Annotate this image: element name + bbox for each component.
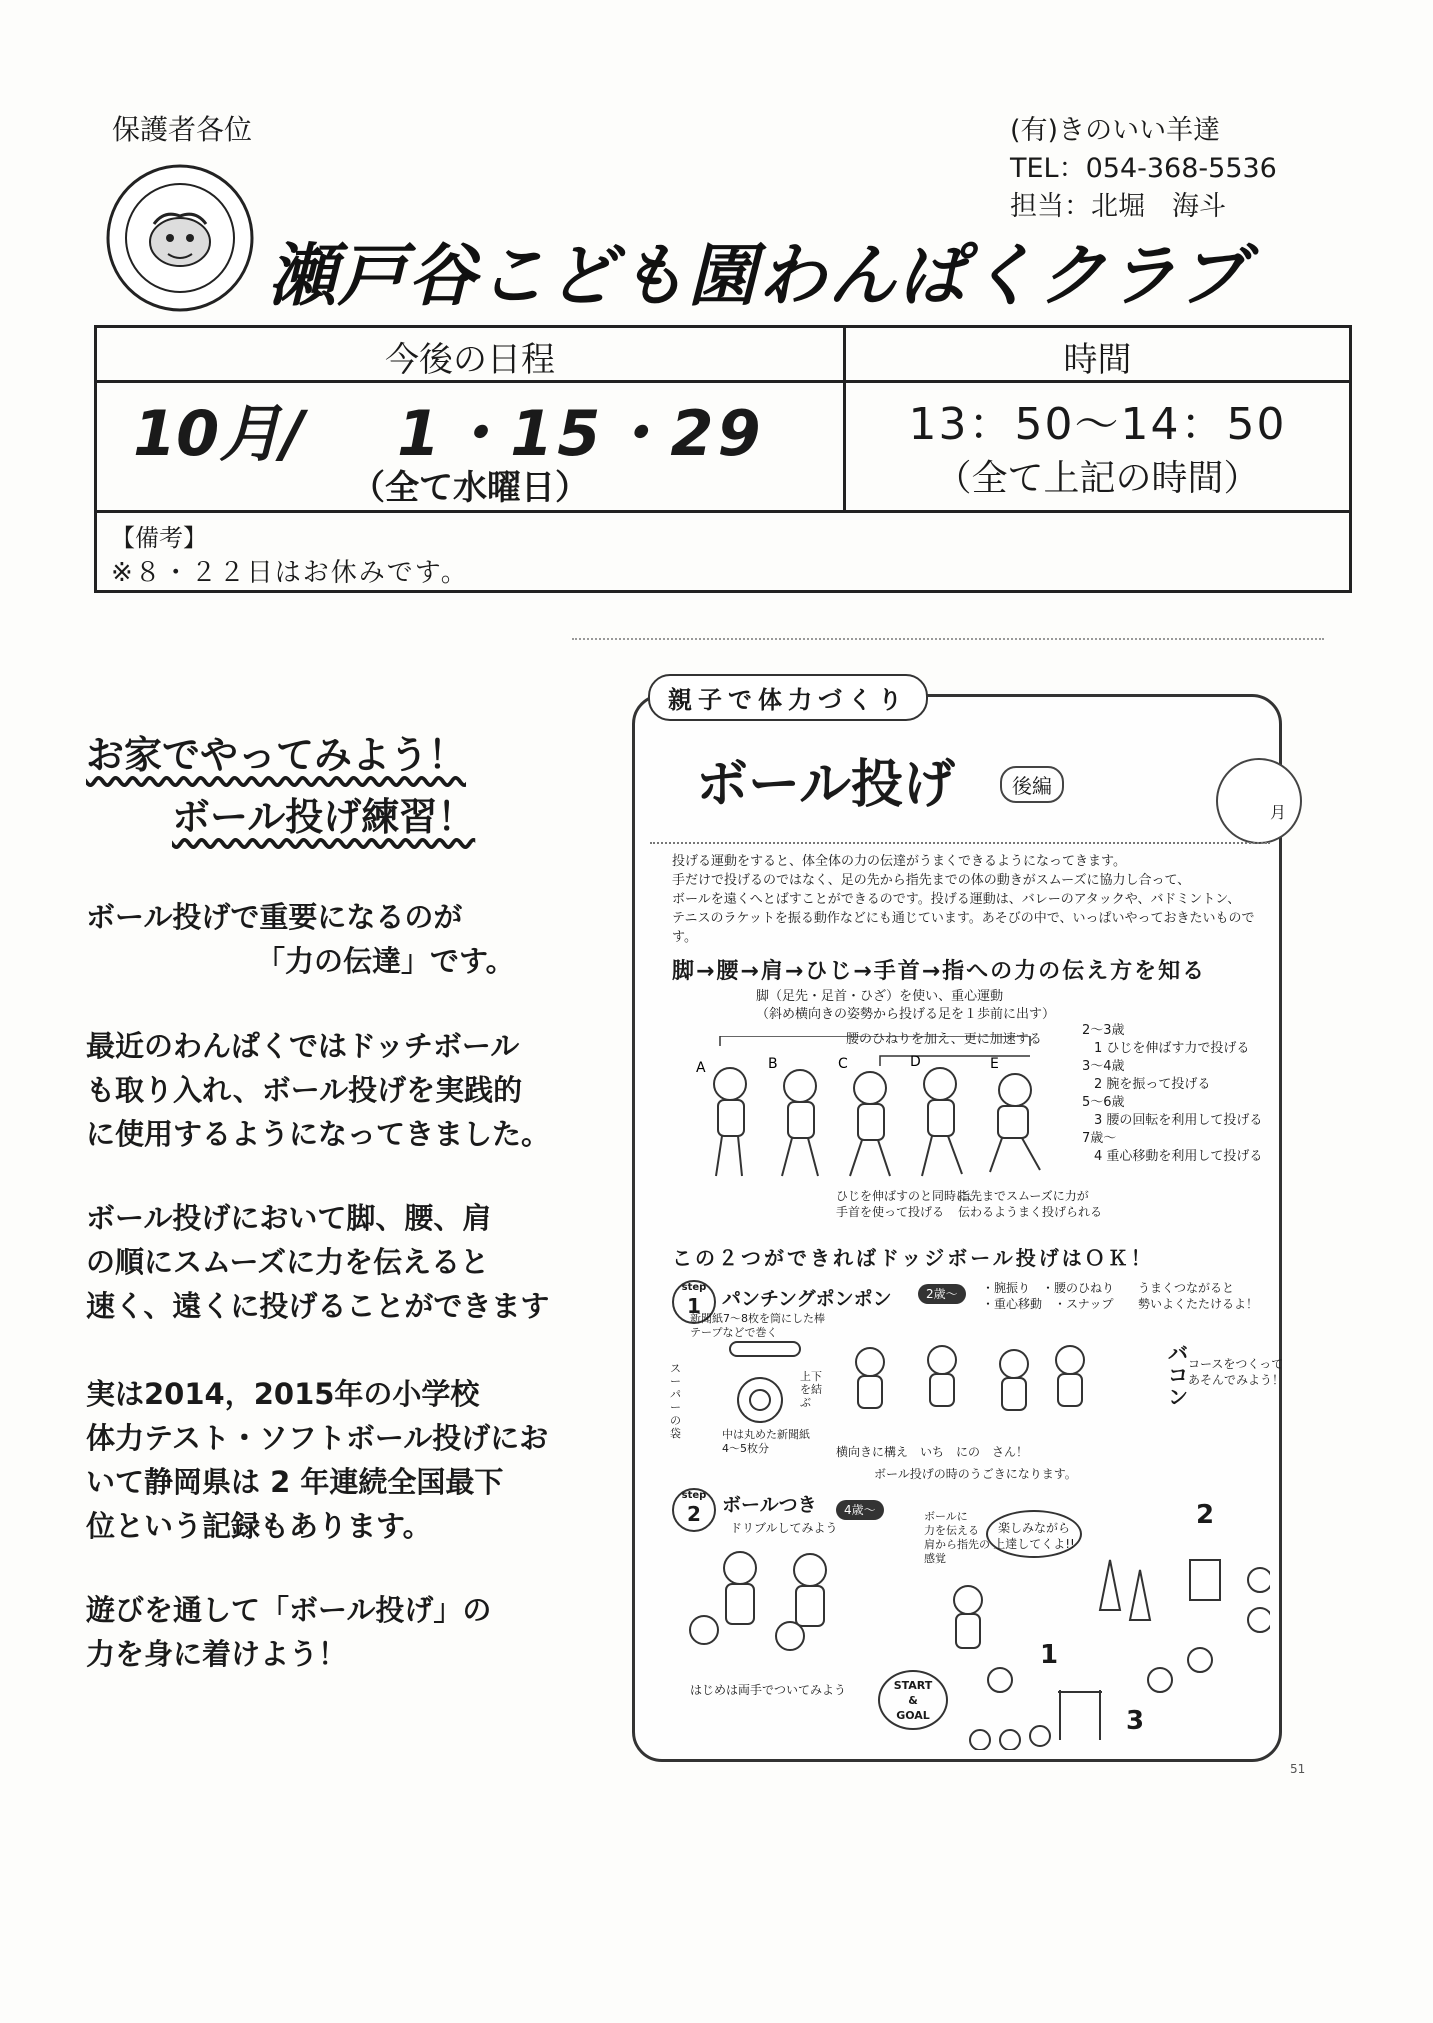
heading-line-2: ボール投げ練習！: [172, 795, 476, 839]
heading-line-1: お家でやってみよう！: [86, 733, 467, 777]
note-line: 手首を使って投げる: [836, 1205, 945, 1219]
panel-label: 親子で体力づくり: [648, 674, 928, 721]
hip-note: 腰のひねりを加え、更に加速する: [846, 1032, 1042, 1047]
tip-line: 勢いよくたたけるよ！: [1138, 1297, 1259, 1311]
time-note: （全て上記の時間）: [935, 458, 1260, 499]
course-tip: [1188, 1356, 1284, 1388]
step2-title: ボールつき: [722, 1494, 817, 1516]
paragraph-2: [86, 1024, 550, 1156]
schedule-dates: 1・15・29: [397, 397, 765, 470]
tip-line: コースをつくって: [1188, 1357, 1284, 1371]
paragraph-5: [86, 1588, 491, 1676]
panel-title: ボール投げ: [696, 755, 955, 815]
phone-number: TEL：054-368-5536: [1010, 153, 1277, 184]
age-range: 2～3歳: [1082, 1023, 1125, 1038]
article-heading: [86, 724, 475, 848]
dates-note: （全て水曜日）: [351, 468, 589, 508]
panel-divider: [650, 842, 1270, 844]
age-desc: 4 重心移動を利用して投げる: [1094, 1149, 1263, 1164]
step2-caption: はじめは両手でついてみよう: [690, 1683, 847, 1697]
step2-age: 4歳～: [836, 1500, 884, 1520]
note-line: 中は丸めた新聞紙: [722, 1428, 810, 1441]
month-char: 月: [1270, 803, 1287, 822]
month-circle: [1216, 758, 1302, 844]
paragraph-line: 「力の伝達」です。: [256, 944, 515, 978]
note-line: ひじを伸ばすのと同時に、: [836, 1189, 981, 1203]
paragraph-4: [86, 1372, 548, 1548]
throwing-figures: [690, 1036, 1070, 1186]
step-number: 1: [687, 1294, 701, 1318]
company-logo: [104, 162, 256, 314]
intro-line: 手だけで投げるのではなく、足の先から指先までの体の動きがスムーズに協力し合って、: [672, 873, 1191, 888]
step-label: step: [681, 1282, 707, 1293]
dodgeball-heading: この２つができればドッジボール投げはＯＫ！: [672, 1246, 1154, 1270]
paragraph-line: 遊びを通して「ボール投げ」の: [86, 1593, 492, 1627]
step1-bag: スーパーの袋: [670, 1362, 681, 1440]
finger-note: [958, 1188, 1102, 1220]
point-line: ・腕振り ・腰のひねり: [982, 1281, 1115, 1295]
intro-line: テニスのラケットを振る動作などにも通じています。あそびの中で、いっぱいやっておきたいものです。: [672, 911, 1255, 945]
age-range: 3～4歳: [1082, 1059, 1125, 1074]
dribble-course-illustration: [680, 1540, 1270, 1750]
course-number-1: 1: [1040, 1640, 1059, 1670]
addressee: 保護者各位: [112, 113, 253, 146]
step1-string: 上下を結ぶ: [800, 1370, 822, 1409]
panel-intro: [672, 852, 1272, 947]
step1-tip: [1138, 1280, 1258, 1312]
note-line: 力を伝える: [924, 1524, 979, 1537]
step1-points: [982, 1280, 1114, 1312]
figure-letter: D: [910, 1054, 921, 1070]
note-line: 指先までスムーズに力が: [958, 1189, 1089, 1203]
intro-line: 投げる運動をすると、体全体の力の伝達がうまくできるようになってきます。: [672, 854, 1126, 869]
step1-title: パンチングポンポン: [722, 1288, 892, 1310]
step1-age: 2歳～: [918, 1284, 966, 1304]
schedule-month: 10月/: [133, 397, 304, 470]
note-line: （斜め横向きの姿勢から投げる足を１歩前に出す）: [756, 1007, 1056, 1022]
paragraph-line: いて静岡県は 2 年連続全国最下: [86, 1465, 504, 1499]
bubble-line: 上達してくよ!!: [993, 1537, 1075, 1551]
step2-sub: ドリブルしてみよう: [730, 1521, 838, 1535]
step1-sfx: バコン: [1168, 1341, 1188, 1409]
figure-letter: C: [838, 1056, 848, 1072]
organizer-info: [1010, 112, 1277, 226]
paragraph-line: の順にスムーズに力を伝えると: [86, 1245, 490, 1279]
age-desc: 1 ひじを伸ばす力で投げる: [1094, 1041, 1250, 1056]
paragraph-3: [86, 1196, 549, 1328]
paragraph-line: 最近のわんぱくではドッチボール: [86, 1029, 520, 1063]
time-header: 時間: [1063, 340, 1132, 380]
remarks-label: 【備考】: [111, 524, 207, 552]
punching-illustration: [720, 1330, 1100, 1440]
figure-letter: E: [990, 1056, 999, 1072]
note-line: 感覚: [924, 1552, 946, 1565]
force-transfer-heading: 脚→腰→肩→ひじ→手首→指への力の伝え方を知る: [672, 959, 1207, 984]
club-title: 瀬戸谷こども園わんぱくクラブ: [268, 237, 1249, 316]
paragraph-line: に使用するようになってきました。: [86, 1117, 551, 1151]
figure-letter: B: [768, 1056, 778, 1072]
paragraph-line: 力を身に着けよう！: [86, 1637, 348, 1671]
leg-note: [756, 988, 1055, 1024]
paragraph-line: ボール投げにおいて脚、腰、肩: [86, 1201, 492, 1235]
remarks-text: ※８・２２日はお休みです。: [111, 558, 469, 588]
point-line: ・重心移動 ・スナップ: [982, 1297, 1114, 1311]
tip-line: うまくつながると: [1138, 1281, 1235, 1295]
contact-person: 担当：北堀 海斗: [1010, 191, 1226, 222]
note-line: 新聞紙7～8枚を筒にした棒: [690, 1312, 825, 1325]
paragraph-line: 速く、遠くに投げることができます: [86, 1289, 550, 1323]
note-line: テープなどで巻く: [690, 1326, 778, 1339]
divider: [572, 638, 1324, 640]
schedule-time: 13：50～14：50: [908, 399, 1287, 450]
course-number-2: 2: [1196, 1500, 1215, 1530]
paragraph-line: も取り入れ、ボール投げを実践的: [86, 1073, 523, 1107]
page-number: 51: [1290, 1762, 1306, 1776]
note-line: ボールに: [924, 1510, 968, 1523]
step1-caption: ボール投げの時のうごきになります。: [874, 1467, 1077, 1481]
paragraph-line: 実は2014，2015年の小学校: [86, 1377, 480, 1411]
intro-line: ボールを遠くへとばすことができるのです。投げる運動は、バレーのアタックや、バドミントン、: [672, 892, 1241, 907]
tip-line: あそんでみよう！: [1188, 1373, 1285, 1387]
figure-letter: A: [696, 1060, 706, 1076]
schedule-table: [94, 325, 1352, 593]
age-range: 5～6歳: [1082, 1095, 1125, 1110]
paragraph-line: 体力テスト・ソフトボール投げにお: [86, 1421, 549, 1455]
schedule-header: 今後の日程: [385, 340, 555, 380]
paragraph-line: 位という記録もあります。: [86, 1509, 432, 1543]
step1-count: 横向きに構え いち にの さん！: [836, 1445, 1029, 1459]
note-line: 4～5枚分: [722, 1442, 769, 1455]
step-label: step: [681, 1490, 707, 1501]
paragraph-1: [86, 895, 515, 983]
start-goal-line: &: [908, 1694, 918, 1707]
age-desc: 2 腕を振って投げる: [1094, 1077, 1211, 1092]
note-line: 肩から指先の: [924, 1538, 990, 1551]
age-range: 7歳～: [1082, 1131, 1117, 1146]
note-line: 伝わるようまく投げられる: [958, 1205, 1103, 1219]
panel-badge: 後編: [1000, 766, 1064, 803]
step2-badge: [672, 1488, 716, 1532]
course-number-3: 3: [1126, 1706, 1145, 1736]
company-name: (有)きのいい羊達: [1010, 115, 1221, 146]
step-number: 2: [687, 1502, 701, 1526]
paragraph-line: ボール投げで重要になるのが: [86, 900, 463, 934]
start-goal-line: GOAL: [896, 1709, 930, 1722]
start-goal-mark: [878, 1670, 948, 1730]
age-desc: 3 腰の回転を利用して投げる: [1094, 1113, 1263, 1128]
start-goal-line: START: [893, 1679, 933, 1692]
bubble-line: 楽しみながら: [997, 1521, 1070, 1535]
age-guide: [1082, 1022, 1262, 1166]
note-line: 脚（足先・足首・ひざ）を使い、重心運動: [756, 989, 1004, 1004]
